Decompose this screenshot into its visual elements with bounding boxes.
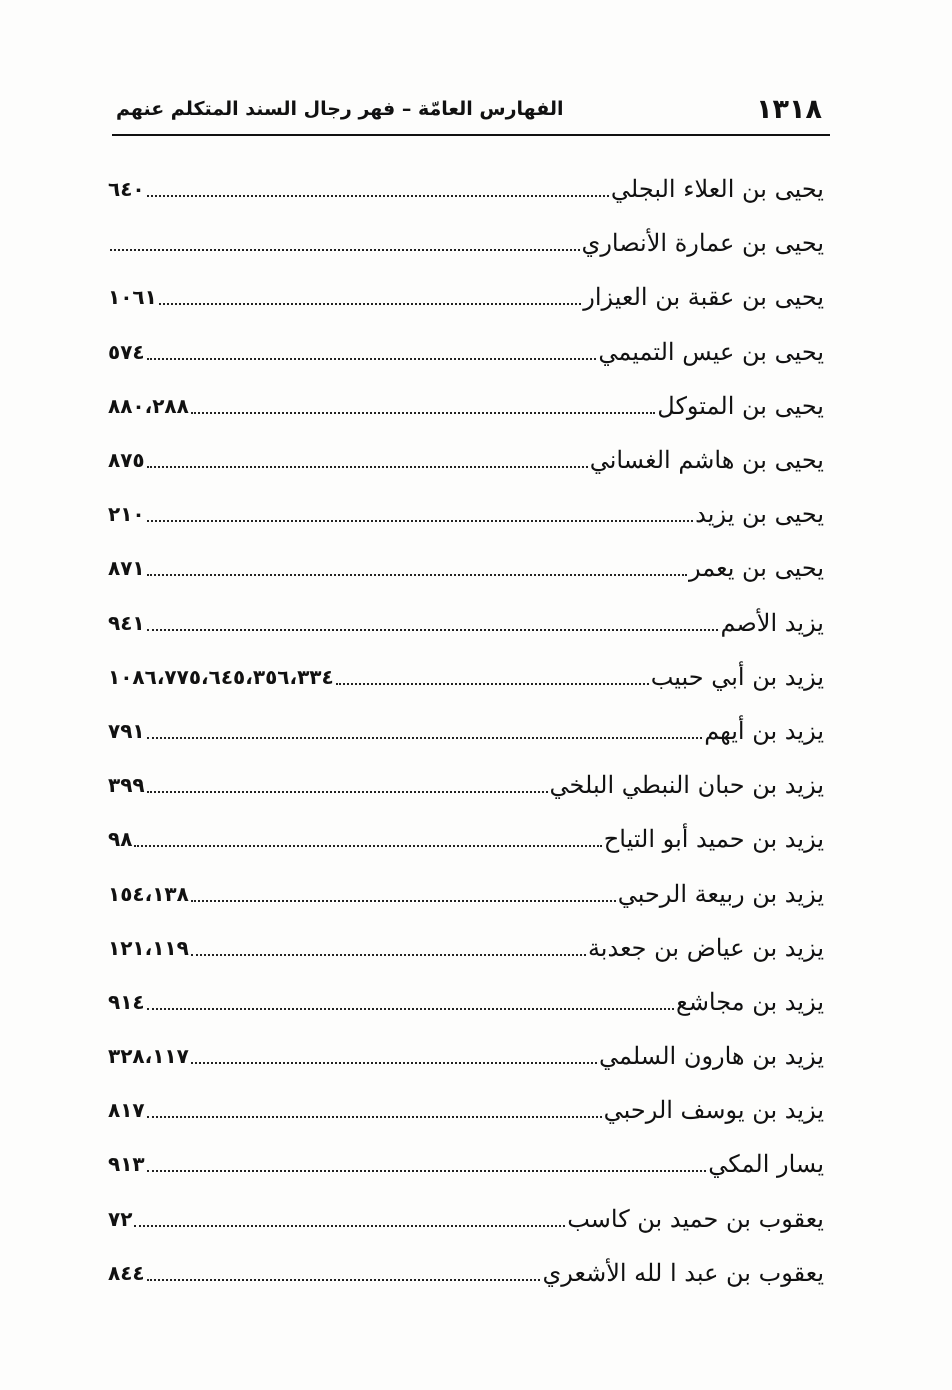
entry-name: يزيد بن حبان النبطي البلخي [549,771,824,800]
entry-pages: ١٠٦١ [108,285,157,310]
index-entry [108,216,824,270]
index-entry [108,921,824,975]
entry-name: يحيى بن يعمر [689,554,824,583]
entry-pages: ٩١٤ [108,989,145,1014]
entry-pages: ٥٧٤ [108,339,145,364]
entry-pages: ٨٤٤ [108,1260,145,1285]
dot-leader [147,1008,674,1010]
entry-pages: ٣٢٨،١١٧ [108,1044,189,1069]
index-entry [108,1246,824,1300]
index-entry [108,866,824,920]
entry-pages: ٧٢ [108,1206,133,1231]
entry-pages: ٩٨ [108,827,133,852]
index-entry [108,162,824,216]
dot-leader [147,195,609,197]
index-entry [108,1192,824,1246]
page-header [112,92,828,132]
entry-name: يزيد بن حميد أبو التياح [603,825,824,854]
entry-name: يحيى بن العلاء البجلي [610,175,824,204]
dot-leader [147,737,703,739]
entry-name: يزيد بن ربيعة الرحبي [617,879,824,908]
entry-name: يزيد الأصم [720,608,824,637]
index-entry [108,596,824,650]
dot-leader [147,358,597,360]
dot-leader [191,954,586,956]
dot-leader [134,1225,565,1227]
dot-leader [147,520,694,522]
dot-leader [147,629,719,631]
dot-leader [147,466,588,468]
entry-name: يزيد بن أبي حبيب [650,662,824,691]
entry-name: يحيى بن عمارة الأنصاري [581,229,824,258]
dot-leader [147,1116,602,1118]
entry-pages: ٣٩٩ [108,773,145,798]
dot-leader [191,412,655,414]
entry-pages: ٢١٠ [108,502,145,527]
entry-name: يزيد بن هارون السلمي [598,1042,824,1071]
entry-pages: ١٠٨٦،٧٧٥،٦٤٥،٣٥٦،٣٣٤ [108,664,334,689]
dot-leader [159,303,581,305]
entry-name: يزيد بن مجاشع [676,987,824,1016]
entry-name: يسار المكي [708,1150,824,1179]
dot-leader [336,683,649,685]
entry-name: يزيد بن عياض بن جعدبة [587,933,824,962]
header-rule [112,134,830,136]
entry-pages: ١٢١،١١٩ [108,935,189,960]
entry-pages: ٧٩١ [108,718,145,743]
entry-name: يزيد بن يوسف الرحبي [603,1096,824,1125]
index-entry [108,812,824,866]
entry-name: يحيى بن عقبة بن العيزار [583,283,824,312]
entry-name: يحيى بن عيس التميمي [598,337,824,366]
index-entry [108,975,824,1029]
entry-pages: ٨٨٠،٢٨٨ [108,393,189,418]
entry-name: يحيى بن هاشم الغساني [589,446,824,475]
entry-pages: ٨٧٥ [108,448,145,473]
index-entry [108,1137,824,1191]
dot-leader [147,574,687,576]
index-entry [108,541,824,595]
running-title: الفهارس العامّة – فهر رجال السند المتكلم عنهم [116,98,564,120]
index-entry [108,758,824,812]
entry-pages: ٩١٣ [108,1152,145,1177]
entry-name: يعقوب بن عبد ا لله الأشعري [542,1258,824,1287]
index-entry [108,487,824,541]
entry-pages: ٨١٧ [108,1098,145,1123]
entry-name: يزيد بن أيهم [704,716,824,745]
index-entry [108,1029,824,1083]
entry-pages: ١٥٤،١٣٨ [108,881,189,906]
index-entry [108,704,824,758]
page-number: ١٣١٨ [756,94,822,125]
index-list [108,162,824,1300]
index-entry [108,270,824,324]
entry-name: يحيى بن يزيد [695,500,824,529]
index-entry [108,650,824,704]
index-entry [108,379,824,433]
entry-name: يحيى بن المتوكل [657,391,824,420]
entry-pages: ٨٧١ [108,556,145,581]
dot-leader [147,791,548,793]
index-entry [108,433,824,487]
dot-leader [191,1062,597,1064]
dot-leader [147,1170,707,1172]
dot-leader [110,249,580,251]
index-entry [108,1083,824,1137]
index-entry [108,325,824,379]
entry-name: يعقوب بن حميد بن كاسب [567,1204,824,1233]
dot-leader [134,845,601,847]
dot-leader [191,900,616,902]
entry-pages: ٦٤٠ [108,177,145,202]
entry-pages: ٩٤١ [108,610,145,635]
dot-leader [147,1279,541,1281]
